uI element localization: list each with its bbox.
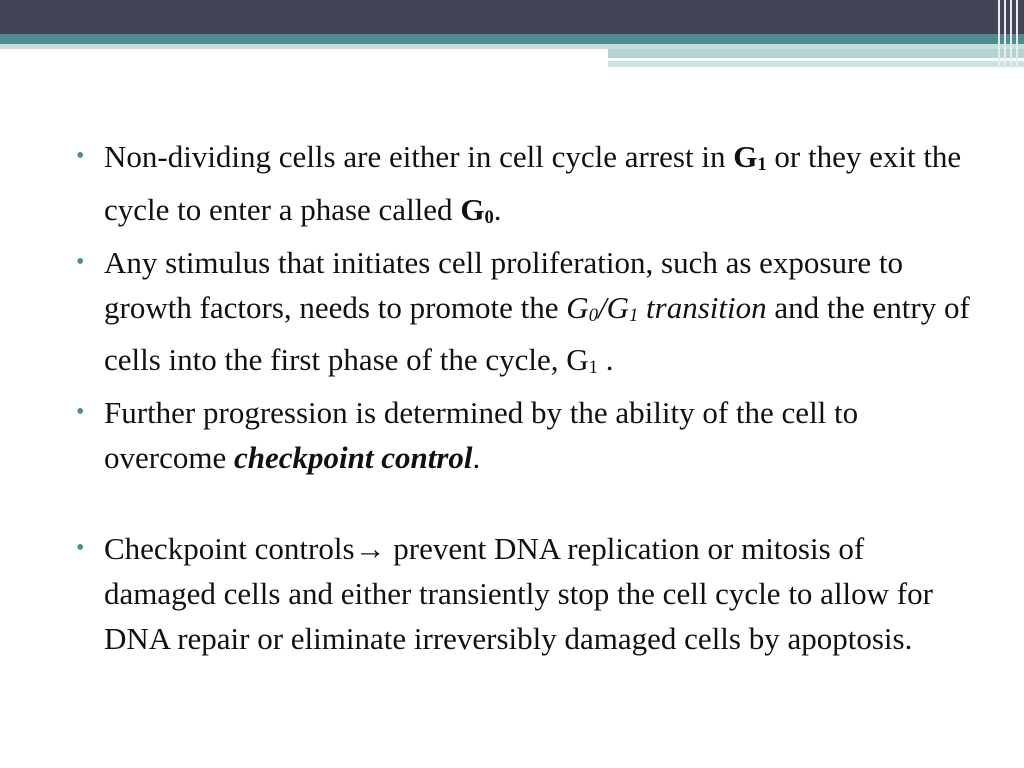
bullet-item-checkpoint-controls bbox=[76, 526, 976, 661]
header-divider-line bbox=[608, 58, 1024, 60]
bullet-icon: • bbox=[76, 535, 85, 562]
g1-label: G1 bbox=[733, 139, 767, 175]
bullet-list bbox=[76, 134, 976, 661]
header-bar bbox=[0, 0, 1024, 34]
bullet-icon: • bbox=[76, 399, 85, 426]
bullet-text: . bbox=[597, 342, 614, 378]
header-light-band-lower bbox=[608, 61, 1024, 67]
g0-label: G0 bbox=[460, 191, 494, 228]
checkpoint-control-term: checkpoint control bbox=[233, 440, 473, 476]
bullet-text: and the entry of cells into the first phase of the cycle, G bbox=[104, 289, 970, 378]
g1-subscript: 1 bbox=[588, 357, 598, 379]
bullet-text: . bbox=[493, 191, 502, 227]
arrow-right-icon: → bbox=[354, 531, 386, 567]
header-light-band-right bbox=[608, 49, 1024, 58]
bullet-icon: • bbox=[76, 143, 85, 169]
g0-g1-transition-term: G0/G1 transition bbox=[566, 289, 767, 326]
bullet-item-stimulus bbox=[76, 240, 976, 391]
bullet-text: Non-dividing cells are either in cell cycle arrest in bbox=[104, 139, 734, 174]
header-accent-band bbox=[0, 34, 1024, 44]
bullet-text: Checkpoint controls bbox=[104, 531, 355, 567]
bullet-text: or they exit the cycle to enter a phase called bbox=[104, 139, 962, 227]
bullet-item-progression bbox=[76, 390, 976, 480]
bullet-text: Further progression is determined by the ability of the cell to overcome bbox=[104, 395, 859, 476]
slide-body bbox=[76, 134, 976, 661]
bullet-text: prevent DNA replication or mitosis of damaged cells and either transiently stop the cell cycle to allow for DNA repair or eliminate irreversibly damaged cells by apoptosis. bbox=[104, 531, 933, 657]
bullet-item-g0-phase bbox=[76, 134, 976, 240]
spacer bbox=[76, 480, 976, 526]
header-stripes-decoration bbox=[996, 0, 1024, 68]
bullet-icon: • bbox=[76, 248, 85, 275]
bullet-text: Any stimulus that initiates cell proliferation, such as exposure to growth factors, needs to promote the bbox=[104, 244, 903, 325]
bullet-text: . bbox=[472, 440, 481, 476]
